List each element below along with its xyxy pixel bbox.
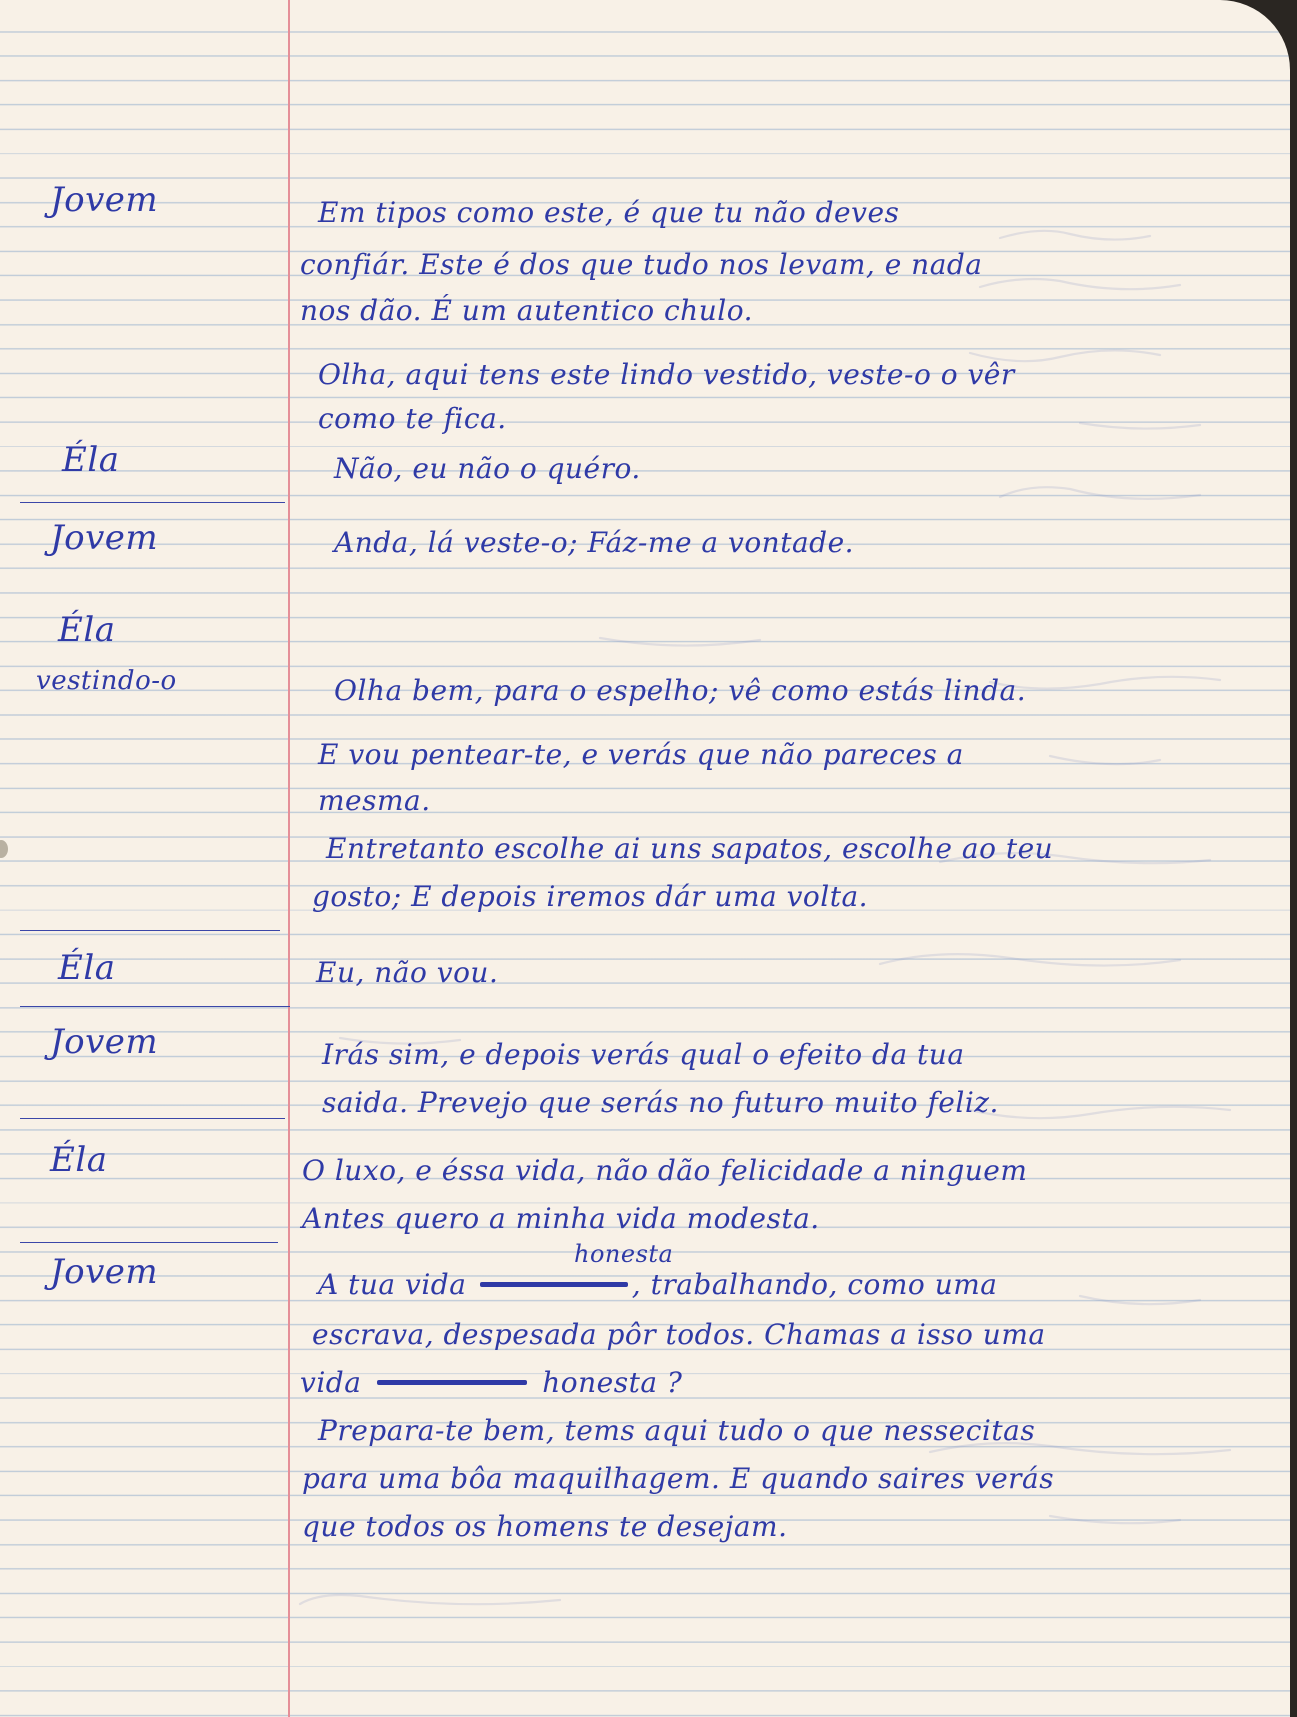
text-line: para uma bôa maquilhagem. E quando saires verás bbox=[302, 1462, 1055, 1495]
text-line: confiár. Este é dos que tudo nos levam, e nada bbox=[300, 248, 983, 281]
text-line: O luxo, e éssa vida, não dão felicidade a ninguem bbox=[302, 1154, 1028, 1187]
speaker-label: Jovem bbox=[50, 518, 159, 558]
speaker-divider bbox=[20, 1118, 285, 1119]
speaker-divider bbox=[20, 502, 285, 503]
text-line: saida. Prevejo que serás no futuro muito feliz. bbox=[322, 1086, 999, 1119]
struck-word bbox=[480, 1270, 628, 1294]
struck-word bbox=[377, 1368, 527, 1392]
text-line: que todos os homens te desejam. bbox=[302, 1510, 788, 1543]
text-line: gosto; E depois iremos dár uma volta. bbox=[312, 880, 869, 913]
text-line: vida honesta ? bbox=[300, 1366, 683, 1399]
speaker-label: Jovem bbox=[50, 180, 159, 220]
binding-hole bbox=[0, 840, 8, 858]
margin-line bbox=[288, 0, 290, 1717]
text-line: Prepara-te bem, tems aqui tudo o que nessecitas bbox=[318, 1414, 1036, 1447]
text-line: escrava, despesada pôr todos. Chamas a isso uma bbox=[312, 1318, 1046, 1351]
speaker-label: Éla bbox=[58, 948, 116, 988]
text-line: nos dão. É um autentico chulo. bbox=[300, 294, 753, 327]
text-line: E vou pentear-te, e verás que não pareces a bbox=[318, 738, 964, 771]
text-line: Olha, aqui tens este lindo vestido, veste-o o vêr bbox=[318, 358, 1015, 391]
text-line: Anda, lá veste-o; Fáz-me a vontade. bbox=[334, 526, 855, 559]
stage-direction: vestindo-o bbox=[36, 666, 177, 696]
speaker-divider bbox=[20, 930, 280, 931]
text-line: A tua vida , trabalhando, como uma bbox=[318, 1268, 998, 1301]
correction-word: honesta bbox=[574, 1240, 674, 1268]
text-line: mesma. bbox=[318, 784, 431, 817]
text-line: Em tipos como este, é que tu não deves bbox=[318, 196, 900, 229]
speaker-divider bbox=[20, 1006, 290, 1007]
speaker-divider bbox=[20, 1242, 278, 1243]
speaker-label: Jovem bbox=[50, 1252, 159, 1292]
text-line: Eu, não vou. bbox=[316, 956, 499, 989]
text-line: como te fica. bbox=[318, 402, 507, 435]
text-line: Não, eu não o quéro. bbox=[334, 452, 641, 485]
speaker-label: Éla bbox=[50, 1140, 108, 1180]
speaker-label: Éla bbox=[58, 610, 116, 650]
speaker-label: Jovem bbox=[50, 1022, 159, 1062]
text-line: Olha bem, para o espelho; vê como estás linda. bbox=[334, 674, 1027, 707]
speaker-label: Éla bbox=[62, 440, 120, 480]
text-line: Antes quero a minha vida modesta. bbox=[302, 1202, 820, 1235]
text-line: Irás sim, e depois verás qual o efeito da tua bbox=[322, 1038, 965, 1071]
text-line: Entretanto escolhe ai uns sapatos, escolhe ao teu bbox=[326, 832, 1054, 865]
